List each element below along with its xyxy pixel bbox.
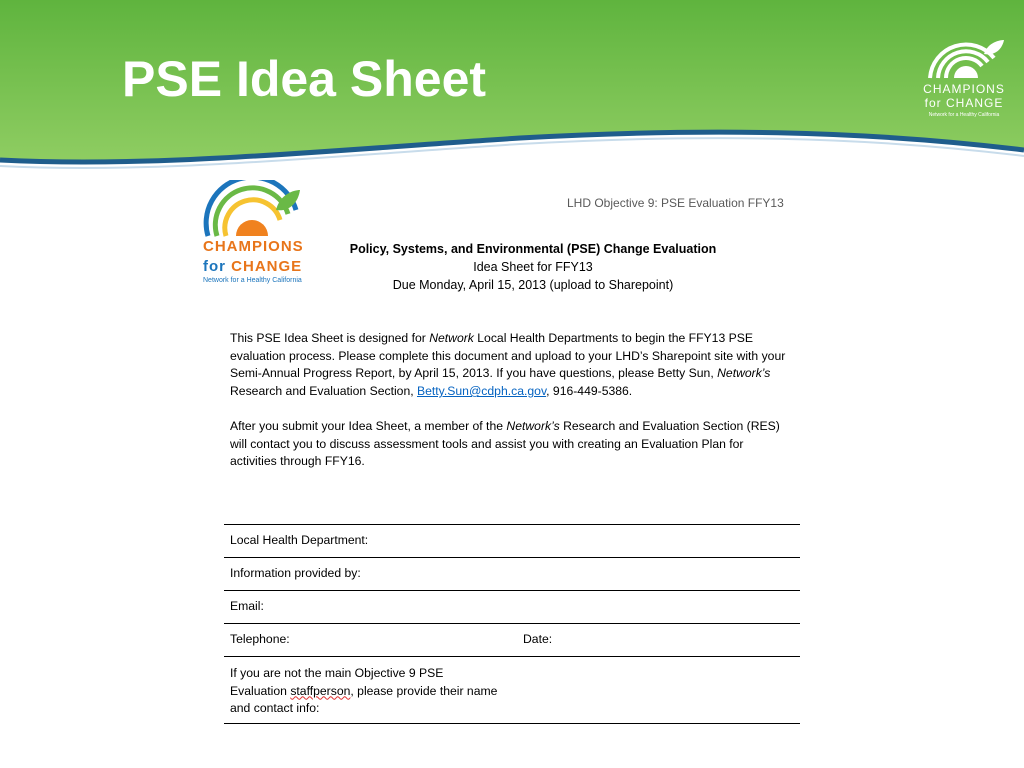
- followup-text: After you submit your Idea Sheet, a member of the: [230, 419, 507, 433]
- due-date: Due Monday, April 15, 2013 (upload to Sharepoint): [392, 278, 674, 292]
- logo-wordmark-for-change: for CHANGE: [924, 96, 1004, 110]
- alt-contact-text: , please provide their name and contact info:: [230, 683, 498, 715]
- logo-change-text: CHANGE: [231, 258, 303, 275]
- logo-for-text: for: [203, 258, 226, 275]
- intro-text: Research and Evaluation Section,: [230, 384, 417, 399]
- followup-text: Research and Evaluation Section (RES) will contact you to discuss assessment tools and assist you with creating an Evaluation Plan for activities through FFY16.: [230, 419, 780, 469]
- slide-title: PSE Idea Sheet: [122, 51, 487, 107]
- document-logo-for-change: [203, 258, 302, 275]
- followup-paragraph: [230, 418, 790, 471]
- logo-wordmark-champions: CHAMPIONS: [923, 82, 1005, 96]
- email-link[interactable]: Betty.Sun@cdph.ca.gov: [417, 384, 547, 399]
- document-title: Policy, Systems, and Environmental (PSE) Change Evaluation: [349, 242, 717, 256]
- idea-sheet-document: [198, 180, 808, 740]
- lhd-label: Local Health Department:: [230, 533, 369, 547]
- document-logo-champions: CHAMPIONS: [203, 238, 304, 255]
- champions-for-change-logo: [918, 34, 1010, 122]
- contact-form-table: [224, 524, 800, 724]
- intro-text: , 916-449-5386.: [546, 384, 633, 399]
- form-row-alt-contact: [224, 657, 800, 724]
- intro-italic: Network’s: [717, 366, 771, 381]
- spellcheck-word: staffperson: [290, 683, 351, 698]
- form-row-info: [224, 558, 800, 591]
- alt-contact-label: [230, 665, 500, 718]
- telephone-label: Telephone:: [230, 632, 290, 646]
- document-subtitle: Idea Sheet for FFY13: [473, 260, 593, 274]
- objective-header: LHD Objective 9: PSE Evaluation FFY13: [567, 196, 784, 210]
- intro-italic: Network: [429, 331, 474, 345]
- form-row-email: [224, 591, 800, 624]
- followup-italic: Network’s: [506, 419, 560, 433]
- logo-tagline: Network for a Healthy California: [928, 112, 1000, 118]
- form-row-telephone: [224, 624, 800, 657]
- rainbow-sun-icon: [922, 34, 1006, 80]
- intro-text: Local Health Departments to begin the FFY13 PSE evaluation process. Please complete this document and upload to your LHD’s Sharepoint site with your Semi-Annual Progress Report, by April 15, 2013. If you have questions, please Betty Sun,: [230, 331, 786, 381]
- rainbow-sun-icon: [202, 180, 302, 238]
- document-logo-tagline: Network for a Healthy California: [203, 277, 302, 284]
- document-heading: [338, 240, 728, 294]
- info-provided-label: Information provided by:: [230, 566, 361, 580]
- alt-contact-text: If you are not the main Objective 9 PSE Evaluation: [230, 666, 444, 698]
- document-logo: [198, 180, 318, 290]
- intro-paragraph: [230, 330, 790, 401]
- intro-text: This PSE Idea Sheet is designed for: [230, 331, 430, 345]
- form-row-lhd: [224, 525, 800, 558]
- email-label: Email:: [230, 599, 264, 613]
- date-label: Date:: [523, 632, 553, 646]
